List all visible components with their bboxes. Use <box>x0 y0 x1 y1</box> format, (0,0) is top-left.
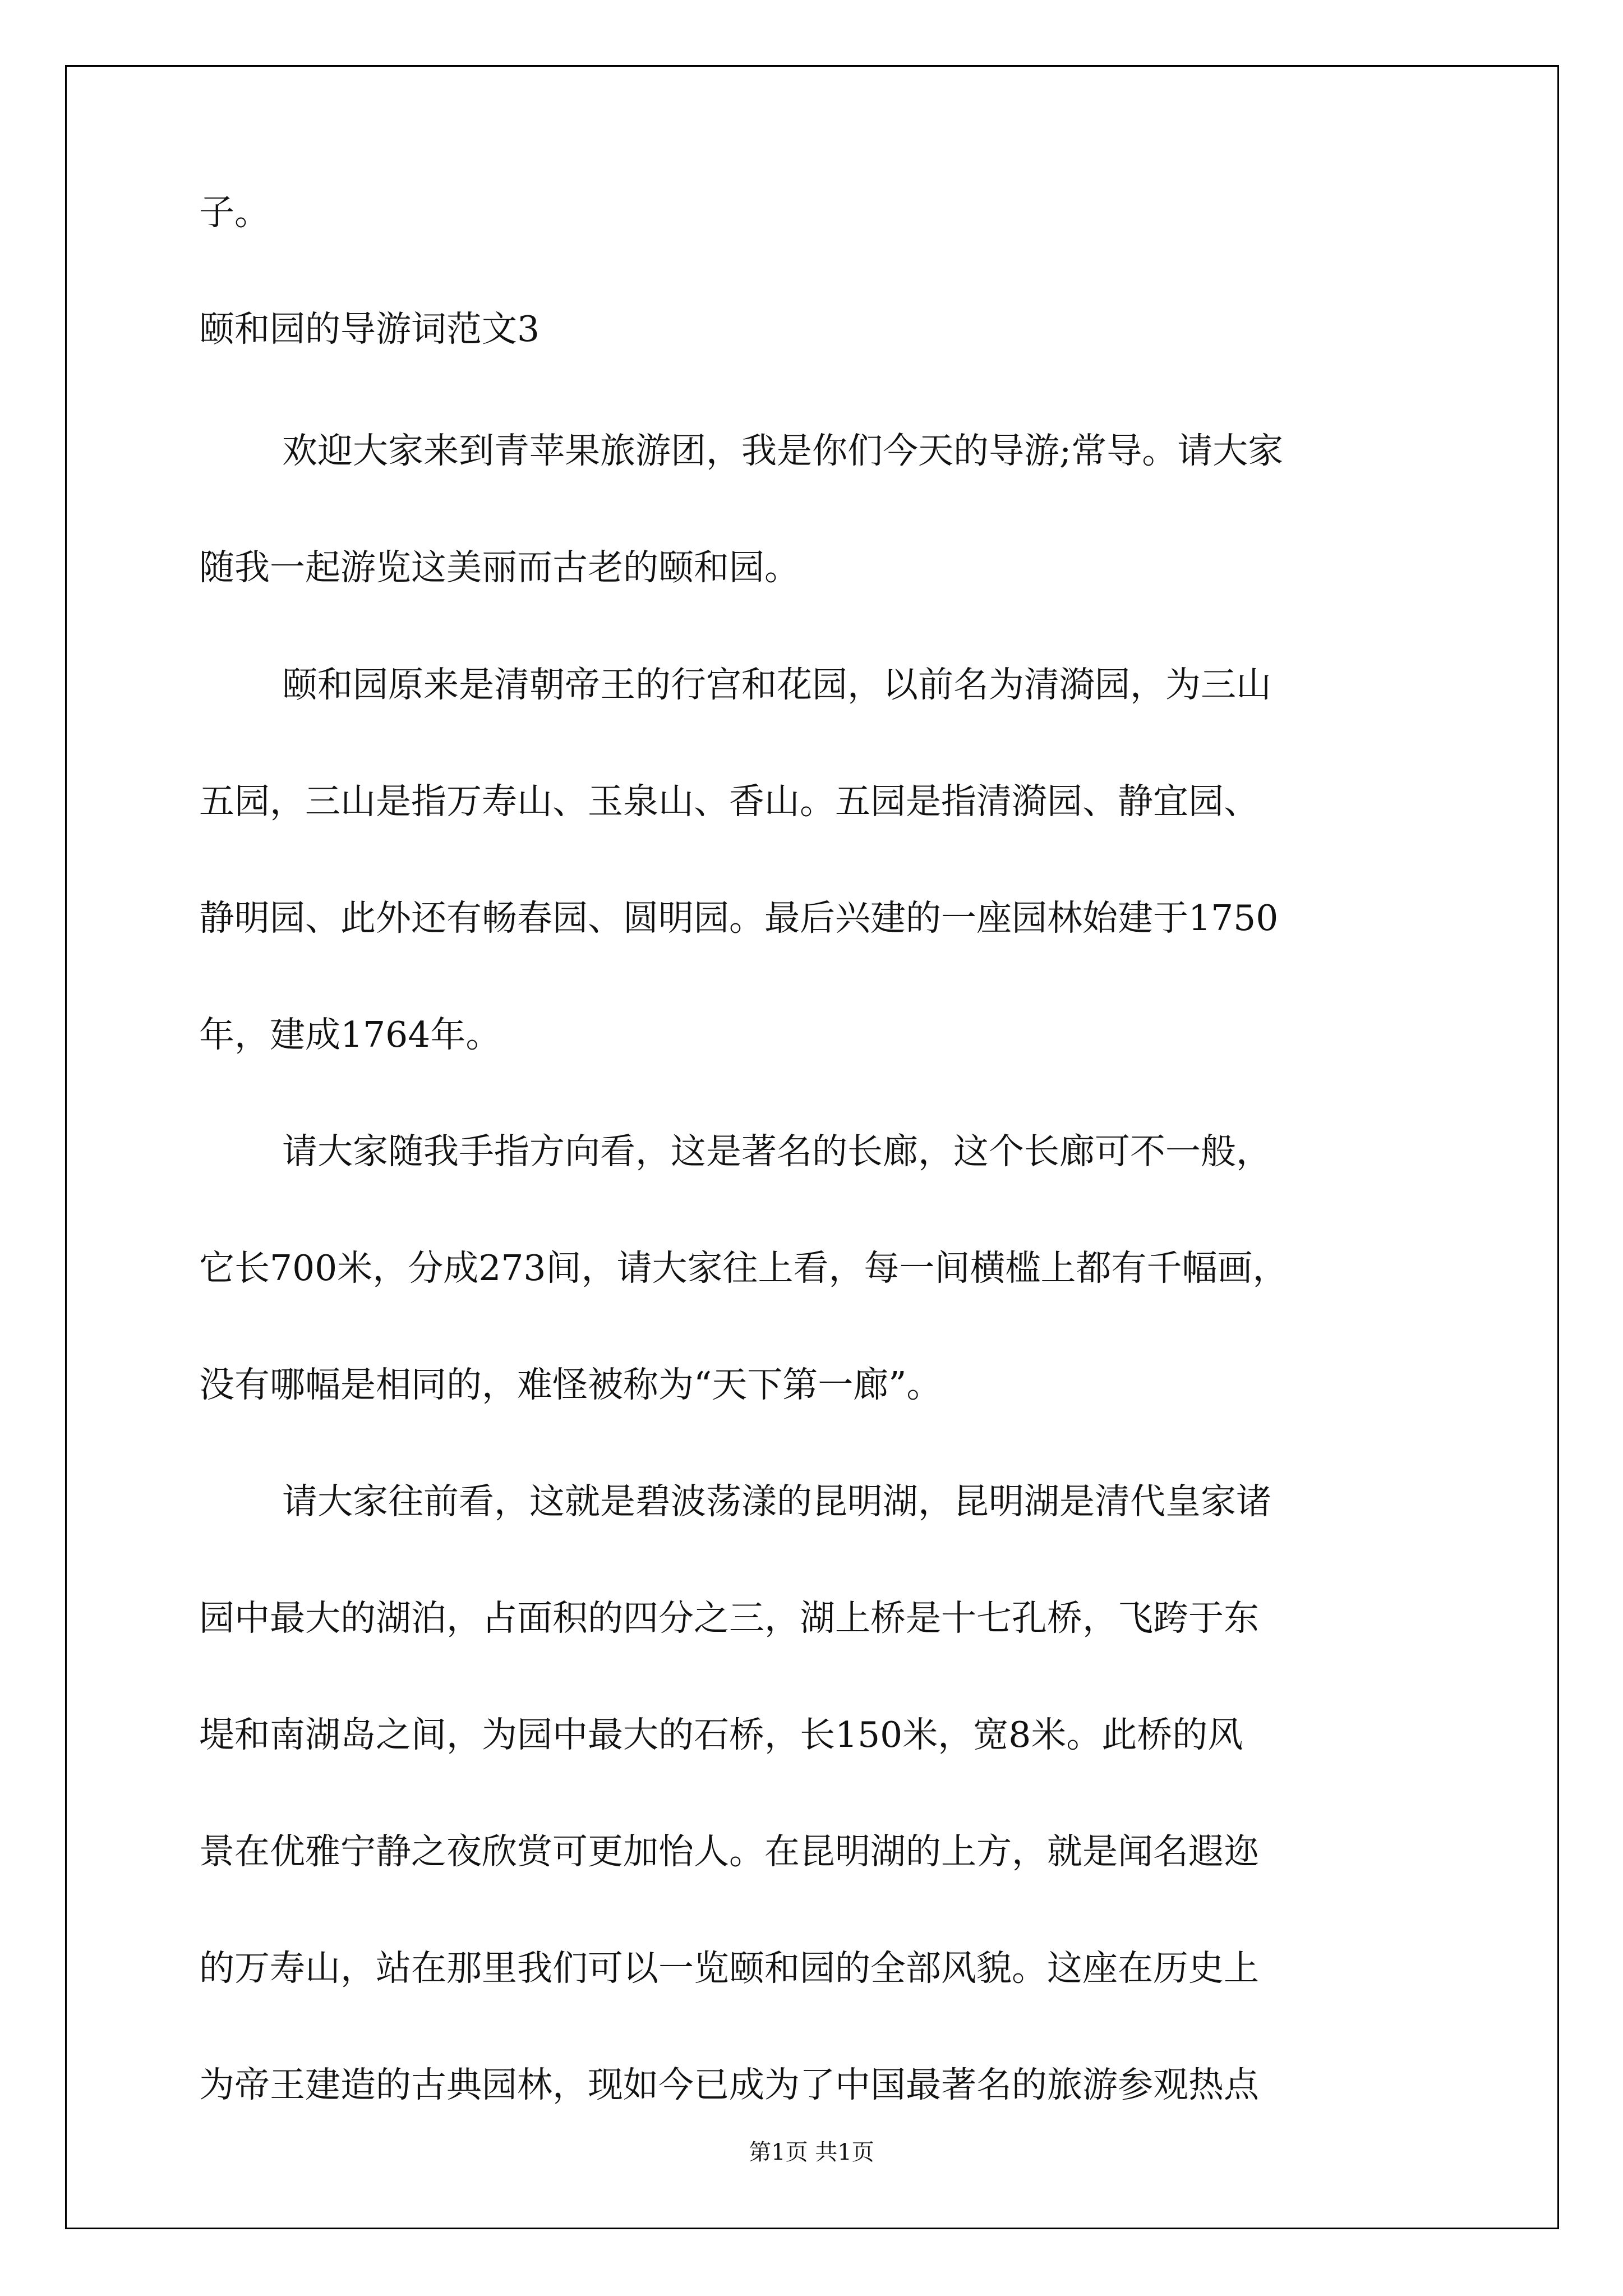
page-number-footer: 第1页 共1页 <box>749 2139 874 2165</box>
text-line-10: 它长700米，分成273间，请大家往上看，每一间横槛上都有千幅画， <box>199 1248 1288 1289</box>
text-line-7: 静明园、此外还有畅春园、圆明园。最后兴建的一座园林始建于1750 <box>199 898 1279 938</box>
text-line-9: 请大家随我手指方向看，这是著名的长廊，这个长廊可不一般， <box>282 1131 1271 1172</box>
text-line-15: 景在优雅宁静之夜欣赏可更加怡人。在昆明湖的上方，就是闻名遐迩 <box>199 1831 1259 1872</box>
text-line-8: 年，建成1764年。 <box>199 1014 501 1055</box>
text-line-13: 园中最大的湖泊，占面积的四分之三，湖上桥是十七孔桥，飞跨于东 <box>199 1598 1259 1639</box>
text-line-1: 子。 <box>199 192 270 233</box>
text-line-16: 的万寿山，站在那里我们可以一览颐和园的全部风貌。这座在历史上 <box>199 1948 1259 1989</box>
text-line-14: 堤和南湖岛之间，为园中最大的石桥，长150米，宽8米。此桥的风 <box>199 1714 1243 1755</box>
section-heading: 颐和园的导游词范文3 <box>199 309 540 349</box>
text-line-11: 没有哪幅是相同的，难怪被称为“天下第一廊”。 <box>199 1364 942 1405</box>
text-line-6: 五园，三山是指万寿山、玉泉山、香山。五园是指清漪园、静宜园、 <box>199 781 1259 822</box>
text-line-5: 颐和园原来是清朝帝王的行宫和花园，以前名为清漪园，为三山 <box>282 664 1271 705</box>
text-line-3: 欢迎大家来到青苹果旅游团，我是你们今天的导游;常导。请大家 <box>282 430 1284 471</box>
text-line-12: 请大家往前看，这就是碧波荡漾的昆明湖，昆明湖是清代皇家诸 <box>282 1481 1271 1522</box>
text-line-4: 随我一起游览这美丽而古老的颐和园。 <box>199 547 800 588</box>
text-line-17: 为帝王建造的古典园林，现如今已成为了中国最著名的旅游参观热点 <box>199 2064 1259 2105</box>
